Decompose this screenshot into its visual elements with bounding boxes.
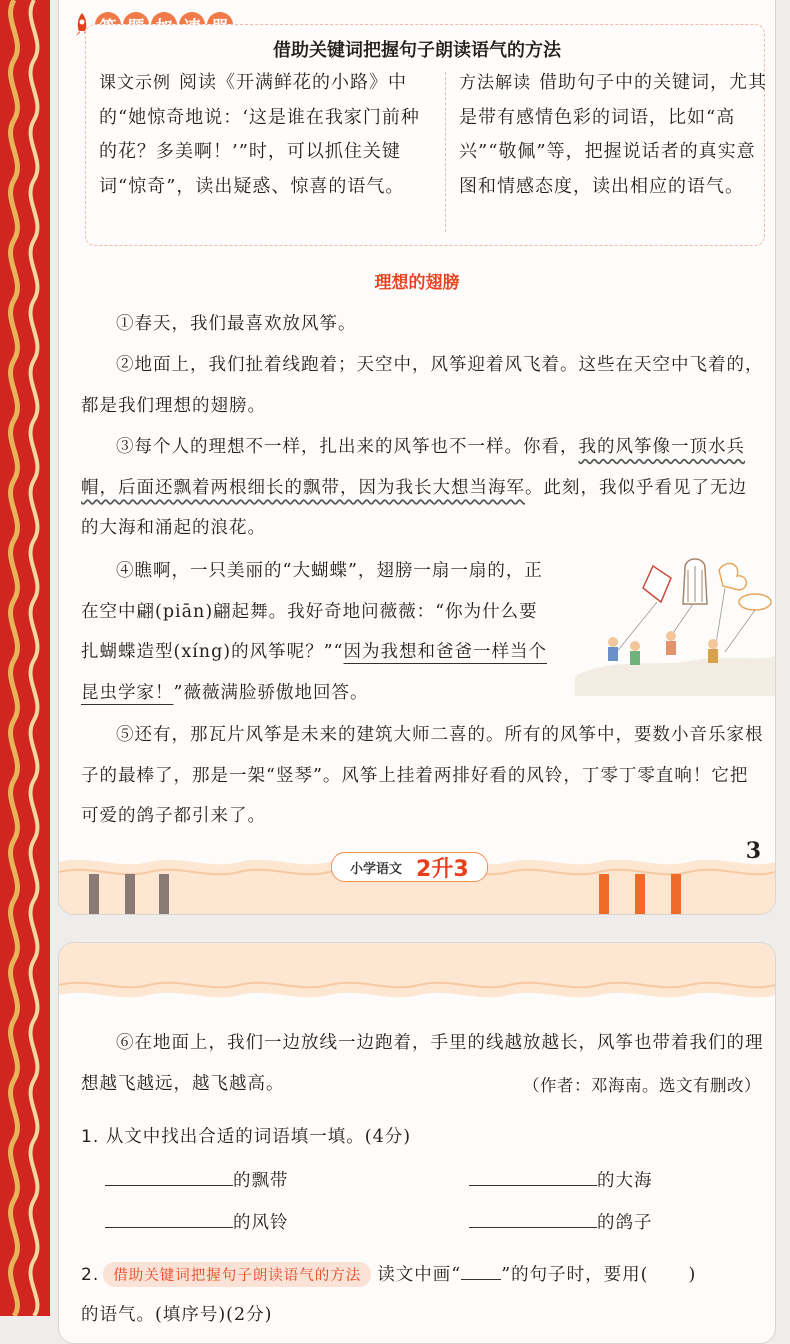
paragraph-3-end: 。此刻，我似乎看见了无边的大海和涌起的浪花。: [81, 477, 747, 538]
paragraph-5: ⑤还有，那瓦片风筝是未来的建筑大师二喜的。所有的风筝中，要数小音乐家根子的最棒了，那是一架“竖琴”。风筝上挂着两排好看的风铃，丁零丁零直响！它把可爱的鸽子都引来了。: [81, 725, 764, 826]
straight-underlined-sentence: 因为我想和爸爸一样当个昆虫学家！: [81, 642, 547, 703]
fill-item-2: [469, 1165, 653, 1192]
fill-item-4: [469, 1207, 653, 1234]
question-2-text-c: ): [688, 1265, 697, 1285]
page-card-bottom: [58, 942, 776, 1344]
page-card-top: [58, 0, 776, 915]
fill-item-text: 的风铃: [233, 1213, 289, 1233]
tip-method-column: [459, 66, 769, 204]
fill-blank[interactable]: [105, 1207, 233, 1228]
underline-sample: [461, 1259, 501, 1280]
tip-method-text: 借助句子中的关键词，尤其是带有感情色彩的词语，比如“高兴”“敬佩”等，把握说话者的真实意图和情感态度，读出相应的语气。: [459, 72, 767, 197]
fill-item-3: [105, 1207, 289, 1234]
series-grade: 2升3: [416, 856, 469, 882]
wavy-underlined-sentence: 我的风筝像一顶水兵帽，后面还飘着两根细长的飘带，因为我长大想当海军: [81, 437, 745, 498]
question-1: [81, 1123, 411, 1148]
question-2-text-a: 读文中画“: [377, 1265, 462, 1285]
fill-blank[interactable]: [469, 1207, 597, 1228]
fill-item-1: [105, 1165, 289, 1192]
paragraph-3-start: ③每个人的理想不一样，扎出来的风筝也不一样。你看，: [116, 437, 579, 457]
fill-blank[interactable]: [105, 1165, 233, 1186]
tip-example-column: [99, 66, 437, 204]
article-title: 理想的翅膀: [374, 273, 460, 293]
paragraph-3: [81, 427, 765, 549]
paragraph-4: [81, 551, 555, 713]
paragraph-1: ①春天，我们最喜欢放风筝。: [116, 314, 357, 334]
decorative-ribbon: [0, 0, 50, 1316]
paragraph-4-start: ④瞧啊，一只美丽的“大蝴蝶”，翅膀一扇一扇的，正在空中翩(piān)翩起舞。我好奇地问薇薇：“你为什么要扎蝴蝶造型(xíng)的风筝呢？”“: [81, 561, 543, 662]
method-tag: 借助关键词把握句子朗读语气的方法: [103, 1262, 371, 1287]
tip-method-label: 方法解读: [459, 73, 531, 93]
fill-item-text: 的飘带: [233, 1171, 289, 1191]
question-2: [81, 1259, 771, 1287]
fill-item-text: 的大海: [597, 1171, 653, 1191]
paragraph-6: ⑥在地面上，我们一边放线一边跑着，手里的线越放越长，风筝也带着我们的理想越飞越远，越飞越高。: [81, 1033, 764, 1094]
question-1-text: 从文中找出合适的词语填一填。(4分): [105, 1127, 412, 1147]
paragraph-2: ②地面上，我们扯着线跑着；天空中，风筝迎着风飞着。这些在天空中飞着的，都是我们理想的翅膀。: [81, 355, 764, 416]
series-subject: 小学语文: [350, 861, 403, 877]
paragraph-4-end: ”薇薇满脸骄傲地回答。: [173, 682, 369, 703]
question-2-continued: 的语气。(填序号)(2分): [81, 1305, 273, 1325]
question-2-text-b: ”的句子时，要用(: [501, 1265, 649, 1285]
tip-example-text: 阅读《开满鲜花的小路》中的“她惊奇地说：‘这是谁在我家门前种的花？多美啊！’”时，可以抓住关键词“惊奇”，读出疑惑、惊喜的语气。: [99, 72, 420, 197]
question-1-number: 1.: [81, 1127, 100, 1147]
header-wave: [59, 943, 775, 1011]
kite-flying-illustration: [575, 556, 775, 696]
article-source: （作者：邓海南。选文有删改）: [523, 1076, 761, 1095]
fill-item-text: 的鸽子: [597, 1213, 653, 1233]
method-tip-title: 借助关键词把握句子朗读语气的方法: [273, 40, 561, 61]
page-number: 3: [745, 838, 761, 864]
tip-example-label: 课文示例: [99, 73, 171, 93]
series-label: [331, 852, 488, 882]
fill-blank[interactable]: [469, 1165, 597, 1186]
tip-divider: [445, 72, 446, 232]
question-2-number: 2.: [81, 1265, 100, 1285]
